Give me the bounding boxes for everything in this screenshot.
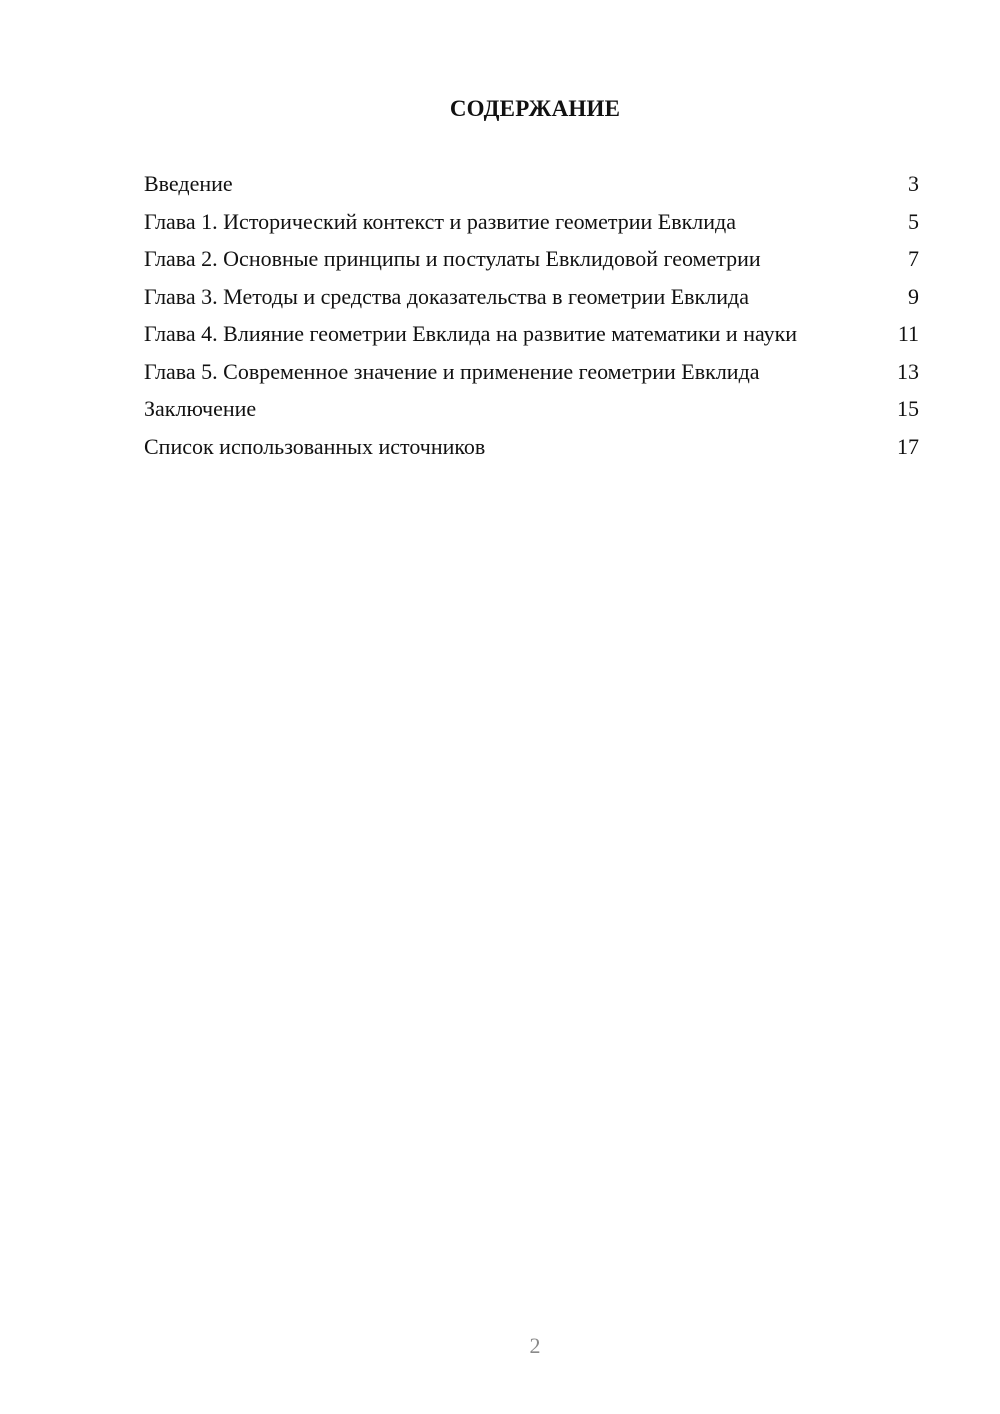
toc-entry-page-number: 15: [897, 396, 919, 421]
toc-entry-references: [144, 433, 919, 460]
toc-title: СОДЕРЖАНИЕ: [449, 96, 621, 121]
toc-entry-page-number: 9: [908, 283, 919, 309]
toc-entry-page-number: 7: [908, 246, 919, 271]
toc-entry-label: Глава 4. Влияние геометрии Евклида на развитие математики и науки: [144, 321, 798, 346]
toc-entry-chapter-2: [144, 245, 919, 272]
toc-entry-label: Список использованных источников: [144, 433, 486, 459]
toc-entry-label: Заключение: [144, 396, 257, 421]
toc-entry-label: Глава 2. Основные принципы и постулаты Евклидовой геометрии: [144, 246, 761, 271]
toc-entry-page-number: 11: [897, 321, 919, 346]
toc-entry-conclusion: [144, 395, 919, 422]
toc-entry-label: Введение: [144, 171, 233, 196]
page-number: 2: [529, 1333, 541, 1358]
toc-entry-chapter-4: [144, 320, 919, 347]
toc-entry-chapter-3: [144, 283, 919, 310]
toc-entry-label: Глава 1. Исторический контекст и развитие геометрии Евклида: [144, 208, 737, 234]
toc-entry-page-number: 17: [897, 433, 919, 459]
toc-entry-label: Глава 3. Методы и средства доказательства в геометрии Евклида: [144, 283, 749, 309]
toc-entry-introduction: [144, 170, 919, 197]
toc-entry-page-number: 13: [897, 358, 919, 384]
toc-entry-page-number: 3: [908, 171, 919, 196]
toc-entry-chapter-5: [144, 358, 919, 385]
toc-entry-page-number: 5: [908, 208, 919, 234]
toc-entry-chapter-1: [144, 208, 919, 235]
toc-entry-label: Глава 5. Современное значение и применение геометрии Евклида: [144, 358, 760, 384]
table-of-contents: [144, 170, 919, 470]
